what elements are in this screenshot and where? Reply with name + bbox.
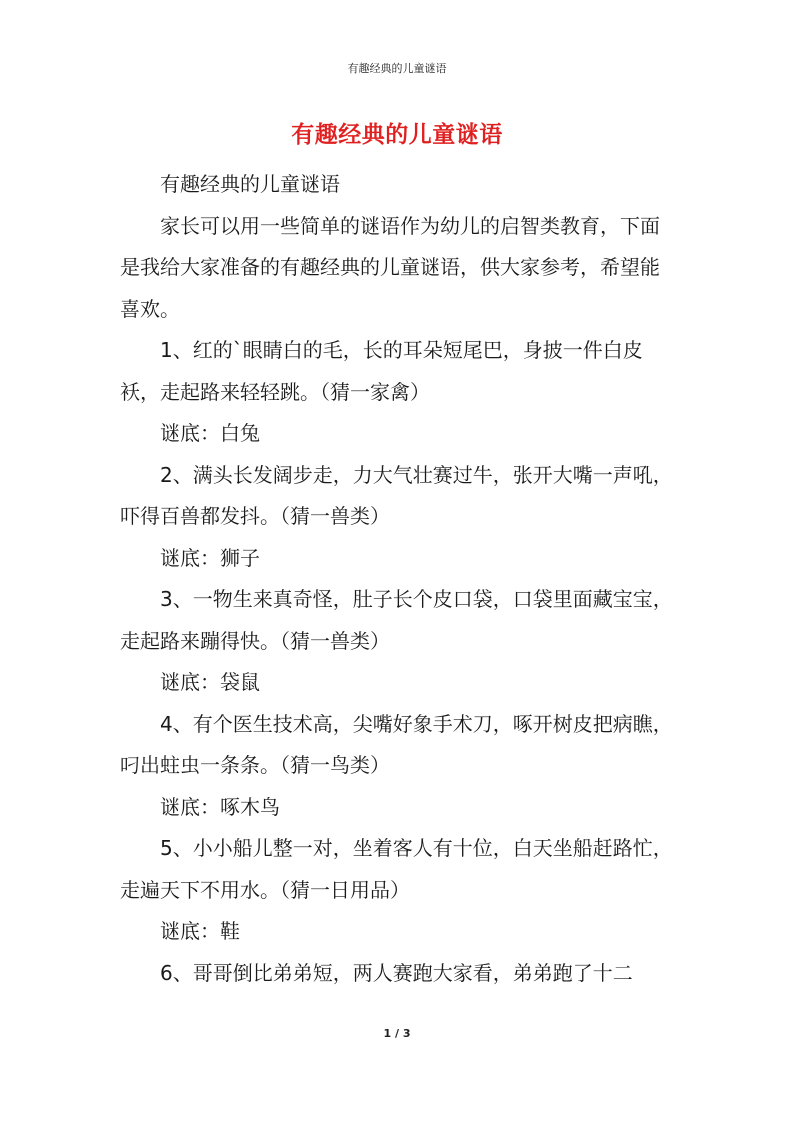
answer-3: 谜底：袋鼠 xyxy=(160,670,260,694)
document-body xyxy=(120,164,676,994)
document-title: 有趣经典的儿童谜语 xyxy=(291,122,503,148)
riddle-2: 2、满头长发阔步走，力大气壮赛过牛，张开大嘴一声吼，吓得百兽都发抖。（猜一兽类） xyxy=(120,462,673,528)
answer-1: 谜底：白兔 xyxy=(160,421,260,445)
riddle-3: 3、一物生来真奇怪，肚子长个皮口袋，口袋里面藏宝宝，走起路来蹦得快。（猜一兽类） xyxy=(120,587,673,653)
riddle-4: 4、有个医生技术高，尖嘴好象手术刀，啄开树皮把病瞧，叼出蛀虫一条条。（猜一鸟类） xyxy=(120,711,673,777)
page-header: 有趣经典的儿童谜语 xyxy=(347,62,447,75)
answer-2: 谜底：狮子 xyxy=(160,545,260,570)
paragraph-subtitle: 有趣经典的儿童谜语 xyxy=(160,172,340,196)
riddle-5: 5、小小船儿整一对，坐着客人有十位，白天坐船赶路忙，走遍天下不用水。（猜一日用品） xyxy=(120,836,673,902)
riddle-6: 6、哥哥倒比弟弟短，两人赛跑大家看，弟弟跑了十二 xyxy=(160,960,633,985)
answer-5: 谜底：鞋 xyxy=(160,919,240,943)
riddle-1: 1、红的`眼睛白的毛，长的耳朵短尾巴，身披一件白皮袄，走起路来轻轻跳。（猜一家禽） xyxy=(120,338,643,404)
answer-4: 谜底：啄木鸟 xyxy=(160,794,280,819)
page-number: 1 / 3 xyxy=(383,1027,411,1040)
paragraph-intro: 家长可以用一些简单的谜语作为幼儿的启智类教育，下面是我给大家准备的有趣经典的儿童谜语，供大家参考，希望能喜欢。 xyxy=(120,213,660,321)
